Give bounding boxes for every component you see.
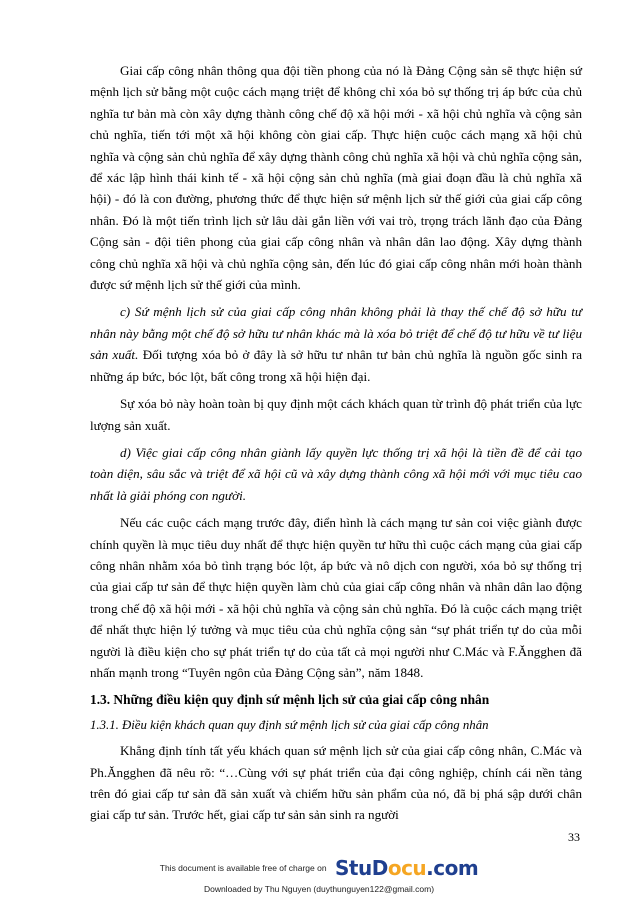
paragraph-3: Sự xóa bỏ này hoàn toàn bị quy định một cách khách quan từ trình độ phát triển của lực lượng sản xuất. — [90, 396, 582, 433]
subsection-heading: 1.3.1. Điều kiện khách quan quy định sứ mệnh lịch sử của giai cấp công nhân — [90, 717, 489, 732]
footer — [0, 856, 638, 894]
logo-text-u: ocu — [387, 856, 427, 880]
footer-downloaded-by: Downloaded by Thu Nguyen (duythunguyen122@gmail.com) — [203, 884, 435, 894]
paragraph-2-rest: Đối tượng xóa bỏ ở đây là sở hữu tư nhân tư bản chủ nghĩa là nguồn gốc sinh ra những áp bức, bóc lột, bất công trong xã hội hiện đại. — [90, 347, 583, 384]
logo-text-b: .com — [426, 856, 479, 880]
paragraph-6: Khẳng định tính tất yếu khách quan sứ mệnh lịch sử của giai cấp công nhân, C.Mác và Ph.Ăngghen đã nêu rõ: “…Cùng với sự phát triển của đại công nghiệp, chính cái nền tảng trên đó giai cấp tư sản đã sản xuất và chiếm hữu sản phẩm của nó, đã bị phá sập dưới chân giai cấp tư sản. Trước hết, giai cấp tư sản sản sinh ra người — [90, 743, 582, 823]
paragraph-1: Giai cấp công nhân thông qua đội tiền phong của nó là Đảng Cộng sản sẽ thực hiện sứ mệnh lịch sử bằng một cuộc cách mạng triệt để không chỉ xóa bỏ sự thống trị áp bức của chủ nghĩa tư bản mà còn xây dựng thành công chế độ xã hội mới - xã hội chủ nghĩa và cộng sản chủ nghĩa, tiến tới một xã hội không còn giai cấp. Thực hiện cuộc cách mạng xã hội chủ nghĩa và cộng sản chủ nghĩa để xây dựng thành công chủ nghĩa xã hội và chủ nghĩa cộng sản, để xác lập hình thái kinh tế - xã hội cộng sản chủ nghĩa (mà giai đoạn đầu là chủ nghĩa xã hội) - đó là con đường, phương thức để thực hiện sứ mệnh lịch sử thế giới của giai cấp công nhân. Đó là một tiến trình lịch sử lâu dài gắn liền với vai trò, trọng trách lãnh đạo của Đảng Cộng sản - đội tiên phong của giai cấp công nhân và nhân dân lao động. Xây dựng thành công chủ nghĩa xã hội và chủ nghĩa cộng sản, đến lúc đó giai cấp công nhân mới hoàn thành được sứ mệnh lịch sử thế giới của mình. — [90, 63, 582, 293]
section-heading: 1.3. Những điều kiện quy định sứ mệnh lịch sử của giai cấp công nhân — [90, 692, 490, 708]
footer-availability-text: This document is available free of charge on — [159, 863, 327, 873]
page-content — [90, 60, 582, 832]
paragraph-2-italic: c) Sứ mệnh lịch sử của giai cấp công nhân không phải là thay thế chế độ sở hữu tư nhân này bằng một chế độ sở hữu tư nhân khác mà là xóa bỏ triệt để chế độ tư hữu về tư liệu sản xuất. — [90, 304, 582, 363]
paragraph-2 — [90, 301, 582, 387]
logo-text-a: StuD — [335, 856, 388, 880]
paragraph-4: d) Việc giai cấp công nhân giành lấy quyền lực thống trị xã hội là tiền đề để cải tạo toàn diện, sâu sắc và triệt để xã hội cũ và xây dựng thành công xã hội mới với mục tiêu cao nhất là giải phóng con người. — [90, 444, 582, 503]
studocu-logo[interactable] — [335, 856, 478, 880]
paragraph-5: Nếu các cuộc cách mạng trước đây, điển hình là cách mạng tư sản coi việc giành được chính quyền là mục tiêu duy nhất để thực hiện quyền tư hữu thì cuộc cách mạng của giai cấp công nhân nhằm xóa bỏ tình trạng bóc lột, áp bức và nô dịch con người, xóa bỏ sự thống trị của giai cấp tư sản để thực hiện quyền làm chủ của giai cấp công nhân và nhân dân lao động trong chế độ xã hội mới - xã hội chủ nghĩa và cộng sản chủ nghĩa. Đó là cuộc cách mạng triệt để nhất thực hiện lý tưởng và mục tiêu của chủ nghĩa cộng sản “sự phát triển tự do của mỗi người là điều kiện cho sự phát triển tự do của tất cả mọi người như C.Mác và F.Ăngghen đã nhấn mạnh trong “Tuyên ngôn của Đảng Cộng sản”, năm 1848. — [90, 515, 582, 680]
page-number: 33 — [568, 830, 580, 844]
